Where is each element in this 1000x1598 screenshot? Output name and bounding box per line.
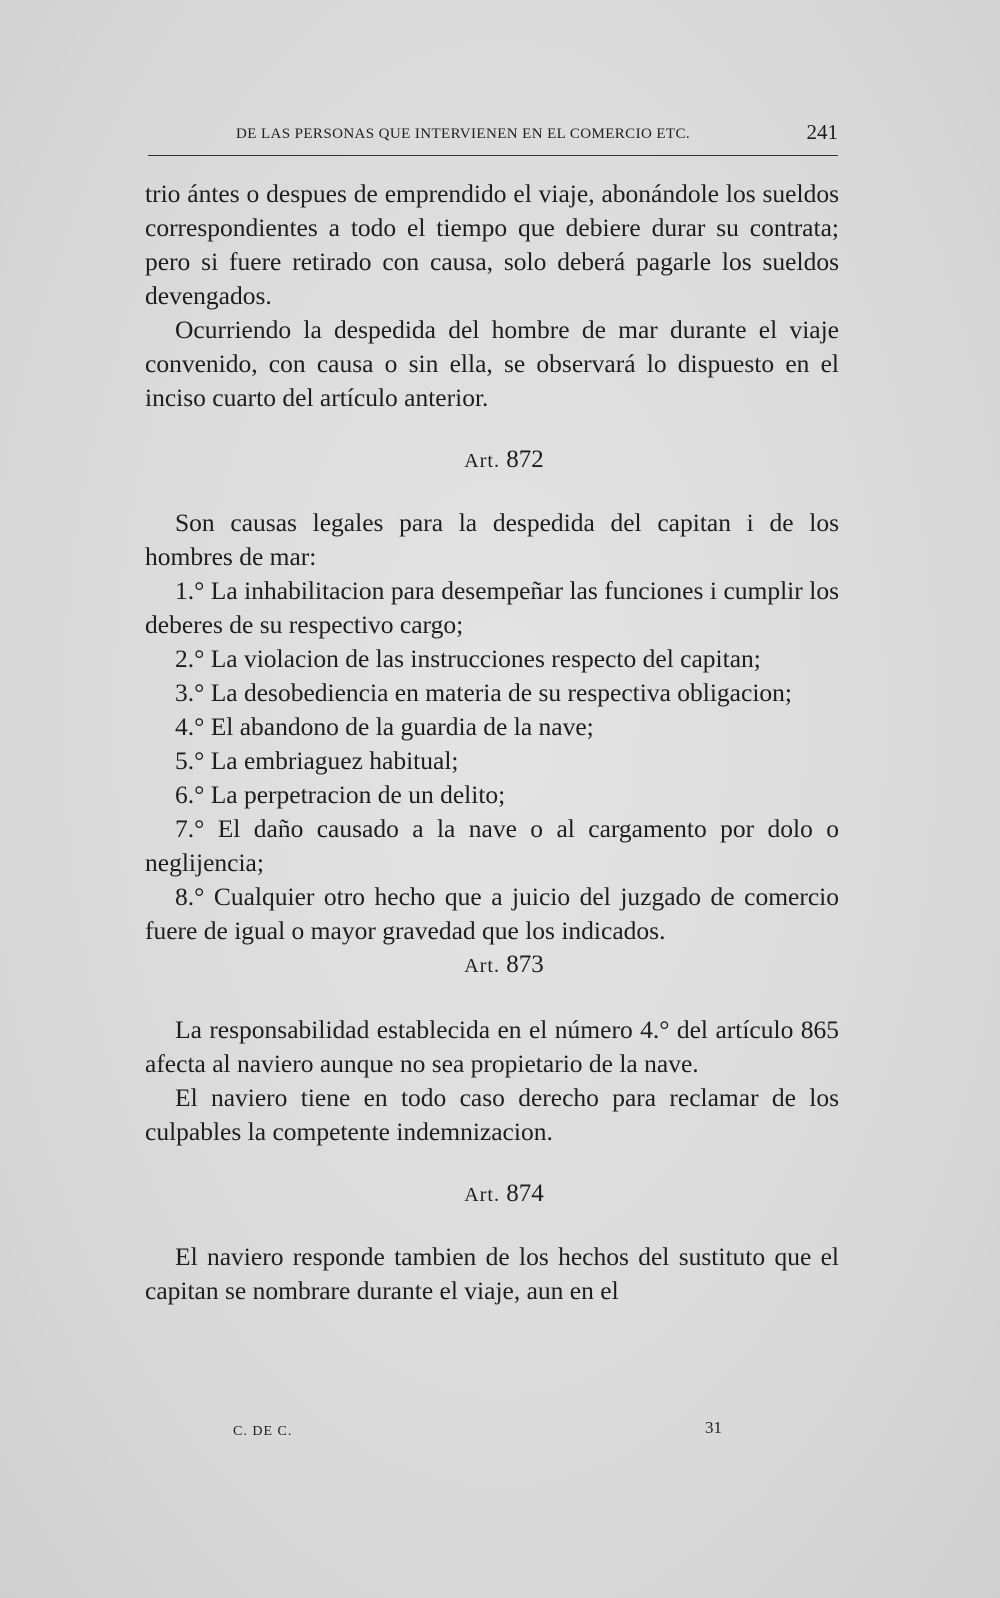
- running-title: DE LAS PERSONAS QUE INTERVIENEN EN EL COMERCIO ETC.: [236, 126, 691, 142]
- article-heading-874: Art. 874: [464, 1180, 544, 1207]
- list-item: 5.° La embriaguez habitual;: [175, 746, 459, 775]
- paragraph: Ocurriendo la despedida del hombre de mar durante el viaje convenido, con causa o sin ella, se observará lo dispuesto en el inciso cuarto del artículo anterior.: [145, 315, 839, 412]
- page-number: 241: [806, 120, 838, 144]
- article-874-paragraph: El naviero responde tambien de los hechos del sustituto que el capitan se nombrare durante el viaje, aun en el: [145, 1242, 839, 1305]
- header-rule: [148, 155, 838, 156]
- article-872-intro: Son causas legales para la despedida del capitan i de los hombres de mar:: [145, 508, 839, 571]
- body-text: [145, 177, 839, 1308]
- list-item: 6.° La perpetracion de un delito;: [175, 780, 506, 809]
- list-item: 3.° La desobediencia en materia de su respectiva obligacion;: [175, 678, 792, 707]
- list-item: 1.° La inhabilitacion para desempeñar las funciones i cumplir los deberes de su respectivo cargo;: [145, 576, 839, 639]
- signature-mark: C. DE C.: [233, 1424, 293, 1439]
- list-item: 4.° El abandono de la guardia de la nave;: [175, 712, 594, 741]
- article-873-paragraph: La responsabilidad establecida en el número 4.° del artículo 865 afecta al naviero aunque no sea propietario de la nave.: [145, 1015, 839, 1078]
- paragraph-continuation: trio ántes o despues de emprendido el viaje, abonándole los sueldos correspondientes a todo el tiempo que debiere durar su contrata; pero si fuere retirado con causa, solo deberá pagarle los sueldos devengados.: [145, 179, 839, 310]
- list-item: 2.° La violacion de las instrucciones respecto del capitan;: [175, 644, 761, 673]
- article-heading-872: Art. 872: [464, 446, 544, 473]
- list-item: 7.° El daño causado a la nave o al cargamento por dolo o neglijencia;: [145, 814, 839, 877]
- article-873-paragraph: El naviero tiene en todo caso derecho para reclamar de los culpables la competente indemnizacion.: [145, 1083, 839, 1146]
- list-item: 8.° Cualquier otro hecho que a juicio del juzgado de comercio fuere de igual o mayor gravedad que los indicados.: [145, 882, 839, 945]
- signature-number: 31: [705, 1418, 722, 1437]
- article-heading-873: Art. 873: [464, 951, 544, 978]
